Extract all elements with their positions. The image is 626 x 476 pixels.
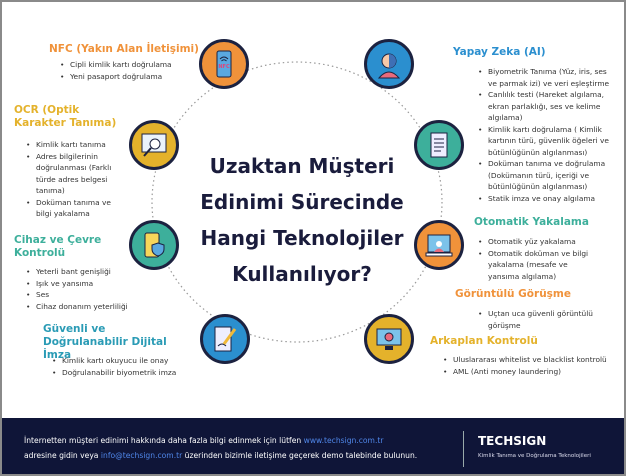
list-item: • Otomatik doküman ve bilgi yakalama (mesafe ve yansıma algılama) [478,248,598,283]
list-item: • Statik imza ve onay algılama [478,193,618,205]
list-item: • AML (Anti money laundering) [443,366,623,378]
list-item: • Uçtan uca güvenli görüntülü görüşme [478,308,598,331]
ocr-heading: OCR (Optik Karakter Tanıma) [14,104,117,129]
device-heading: Cihaz ve Çevre Kontrolü [14,234,102,259]
brand-logo: TECHSIGN [478,434,547,448]
list-item: • Cihaz donanım yeterliliği [26,301,146,313]
video-heading: Görüntülü Görüşme [455,288,571,300]
footer-text [24,433,417,463]
list-item: • Kimlik kartı tanıma [26,139,128,151]
list-item: • Doküman tanıma ve bilgi yakalama [26,197,128,220]
list-item: • Işık ve yansıma [26,278,146,290]
list-item: • Otomatik yüz yakalama [478,236,598,248]
list-item: • Cipli kimlik kartı doğrulama [60,59,190,71]
email-link[interactable]: info@techsign.com.tr [100,451,183,460]
nfc-heading: NFC (Yakın Alan İletişimi) [49,43,199,55]
document-icon [414,120,464,170]
website-link[interactable]: www.techsign.com.tr [303,436,384,445]
video-camera-icon [414,220,464,270]
list-item: • Canlılık testi (Hareket algılama, ekran parlaklığı, ses ve kelime algılama) [478,89,618,124]
device-shield-icon [129,220,179,270]
list-item: • Kimlik kartı doğrulama ( Kimlik kartının türü, güvenlik öğeleri ve bütünlüğünün algılanması) [478,124,618,159]
list-item: • Doğrulanabilir biyometrik imza [52,367,192,379]
list-item: • Adres bilgilerinin doğrulanması (Farklı türde adres belgesi tanıma) [26,151,128,197]
footer-text-3: üzerinden bizimle iletişime geçerek demo talebinde bulunun. [184,451,418,460]
list-item: • Biyometrik Tanıma (Yüz, iris, ses ve parmak izi) ve veri eşleştirme [478,66,618,89]
footer [2,418,624,474]
footer-text-2: adresine gidin veya [24,451,99,460]
video-list [478,308,598,331]
title-line: Uzaktan Müşteri [209,154,395,178]
list-item: • Yeterli bant genişliği [26,266,146,278]
page-title [172,148,432,292]
device-list [26,266,146,312]
ai-list [478,66,618,204]
signature-pen-icon [200,314,250,364]
background-heading: Arkaplan Kontrolü [430,335,538,347]
footer-text-1: İnternetten müşteri edinimi hakkında daha fazla bilgi edinmek için lütfen [24,436,302,445]
background-list [443,354,623,377]
background-check-icon [364,314,414,364]
signature-heading: Güvenli ve Doğrulanabilir Dijital İmza [43,323,167,361]
capture-heading: Otomatik Yakalama [474,216,589,228]
list-item: • Ses [26,289,146,301]
list-item: • Yeni pasaport doğrulama [60,71,190,83]
title-line: Kullanılıyor? [232,262,372,286]
nfc-list [60,59,190,82]
ai-heading: Yapay Zeka (AI) [453,46,546,58]
ocr-magnifier-icon [129,120,179,170]
ocr-list [26,139,128,220]
divider [463,431,464,467]
title-line: Edinimi Sürecinde [200,190,404,214]
list-item: • Uluslararası whitelist ve blacklist kontrolü [443,354,623,366]
ai-face-icon [364,39,414,89]
list-item: • Kimlik kartı okuyucu ile onay [52,355,192,367]
brand-tagline: Kimlik Tanıma ve Doğrulama Teknolojileri [478,453,591,459]
nfc-icon-label: NFC [218,64,230,70]
title-line: Hangi Teknolojiler [200,226,404,250]
capture-list [478,236,598,282]
list-item: • Doküman tanıma ve doğrulama (Dokümanın türü, içeriği ve bütünlüğünün algılanması) [478,158,618,193]
signature-list [52,355,192,378]
nfc-phone-icon [199,39,249,89]
